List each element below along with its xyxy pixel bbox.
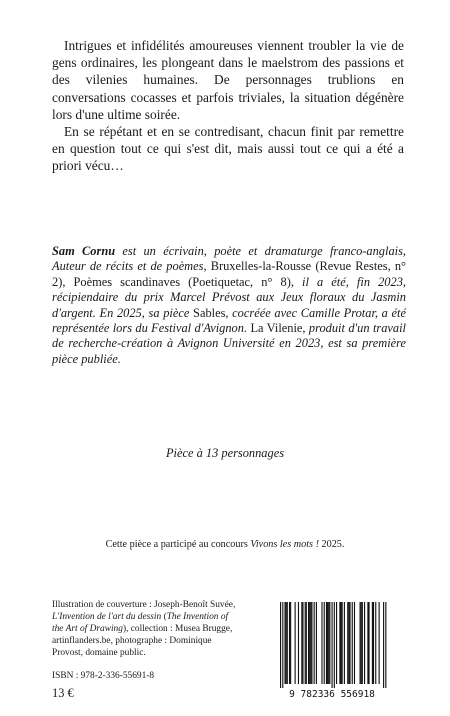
barcode-bar: [362, 602, 363, 684]
barcode-bar: [308, 602, 309, 684]
bio-works: Bruxelles-la-Rousse (Revue Restes, n° 2), Poèmes scandinaves (Poetiquetac, n° 8): [52, 259, 406, 289]
barcode-bar: [342, 602, 343, 684]
barcode-bar: [368, 602, 369, 684]
bio-text-4: , produit d'un travail de recherche-création à Avignon Université en 2023, est sa première pièce publiée.: [52, 321, 406, 366]
barcode-bar: [309, 602, 310, 684]
barcode-bar: [332, 602, 333, 688]
contest-text: Cette pièce a participé au concours: [105, 539, 251, 550]
barcode-bar: [372, 602, 373, 684]
barcode-bar: [314, 602, 315, 684]
credits-text-2: (: [161, 612, 167, 623]
barcode-bar: [305, 602, 306, 684]
barcode-bar: [385, 602, 386, 688]
contest-note: [0, 539, 450, 550]
barcode-bar: [375, 602, 376, 684]
barcode-bar: [367, 602, 368, 684]
barcode-digits: 9 782336 556918: [289, 689, 375, 700]
barcode-bar: [286, 602, 287, 684]
barcode-bar: [290, 602, 291, 684]
barcode-bar: [344, 602, 345, 684]
barcode: [276, 600, 388, 700]
barcode-bar: [310, 602, 311, 684]
blurb-paragraph-2: En se répétant et en se contredisant, chacun finit par remettre en question tout ce qui s'est dit, mais aussi tout ce qui a été a priori vécu…: [52, 124, 404, 174]
barcode-bar: [383, 602, 384, 688]
credits-text-3: ), collection : Musea Brugge, artinflanders.be, photographe : Dominique Provost, domaine public.: [52, 624, 233, 659]
barcode-bar: [287, 602, 288, 684]
barcode-bar: [284, 602, 285, 684]
bio-play-vilenie: La Vilenie: [250, 321, 303, 336]
barcode-bar: [349, 602, 350, 684]
cover-credits: [52, 599, 240, 659]
barcode-bar: [328, 602, 329, 684]
bio-text-1: est un écrivain, poète et dramaturge franco-anglais, Auteur de récits et de poèmes,: [52, 244, 407, 274]
bio-text-3: , cocréée avec Camille Protar, a été représentée lors du Festival d'Avignon.: [52, 305, 406, 336]
barcode-bar: [295, 602, 296, 684]
bio-text-2: , il a été, fin 2023, récipiendaire du prix Marcel Prévost aux Jeux floraux du Jasmin d'argent. En 2025, sa pièce: [52, 274, 406, 320]
barcode-bar: [282, 602, 283, 688]
barcode-bar: [379, 602, 380, 684]
barcode-bar: [327, 602, 328, 684]
author-name: Sam Cornu: [52, 244, 116, 258]
barcode-bar: [306, 602, 307, 684]
barcode-bar: [336, 602, 337, 684]
credits-text-1: Illustration de couverture : Joseph-Benoît Suvée,: [52, 600, 236, 610]
credits-title-en: The Invention of the Art of Drawing: [52, 612, 229, 635]
barcode-bar: [339, 602, 340, 684]
barcode-bar: [334, 602, 335, 688]
barcode-bar: [302, 602, 303, 684]
back-cover-blurb: [52, 37, 404, 175]
contest-year: 2025.: [318, 539, 345, 550]
barcode-bar: [354, 602, 355, 684]
cast-note: Pièce à 13 personnages: [165, 446, 285, 460]
credits-title-fr: L'Invention de l'art du dessin: [52, 612, 162, 623]
price: 13 €: [52, 686, 74, 700]
barcode-bar: [301, 602, 302, 684]
barcode-bar: [360, 602, 361, 684]
barcode-bar: [316, 602, 317, 684]
isbn: ISBN : 978-2-336-55691-8: [52, 671, 155, 681]
blurb-paragraph-1: Intrigues et infidélités amoureuses viennent troubler la vie de gens ordinaires, les plongeant dans le maelstrom des passions et des vilenies humaines. De personnages trublions en conversations cocasses et parfois triviales, la situation dégénère lors d'une ultime soirée.: [52, 38, 404, 122]
barcode-bar: [280, 602, 281, 688]
barcode-bar: [329, 602, 330, 684]
barcode-bar: [364, 602, 365, 684]
contest-title: Vivons les mots !: [250, 539, 319, 550]
bio-play-sables: Sables: [193, 305, 226, 320]
barcode-bar: [326, 602, 327, 684]
barcode-bar: [352, 602, 353, 684]
author-bio: [52, 244, 406, 367]
barcode-bar: [311, 602, 312, 684]
barcode-bar: [321, 602, 322, 684]
barcode-bar: [340, 602, 341, 684]
barcode-bar: [289, 602, 290, 684]
barcode-bar: [361, 602, 362, 684]
barcode-bar: [298, 602, 299, 684]
barcode-bars: [280, 602, 386, 688]
barcode-bar: [373, 602, 374, 684]
barcode-bar: [347, 602, 348, 684]
barcode-bar: [324, 602, 325, 684]
barcode-bar: [348, 602, 349, 684]
